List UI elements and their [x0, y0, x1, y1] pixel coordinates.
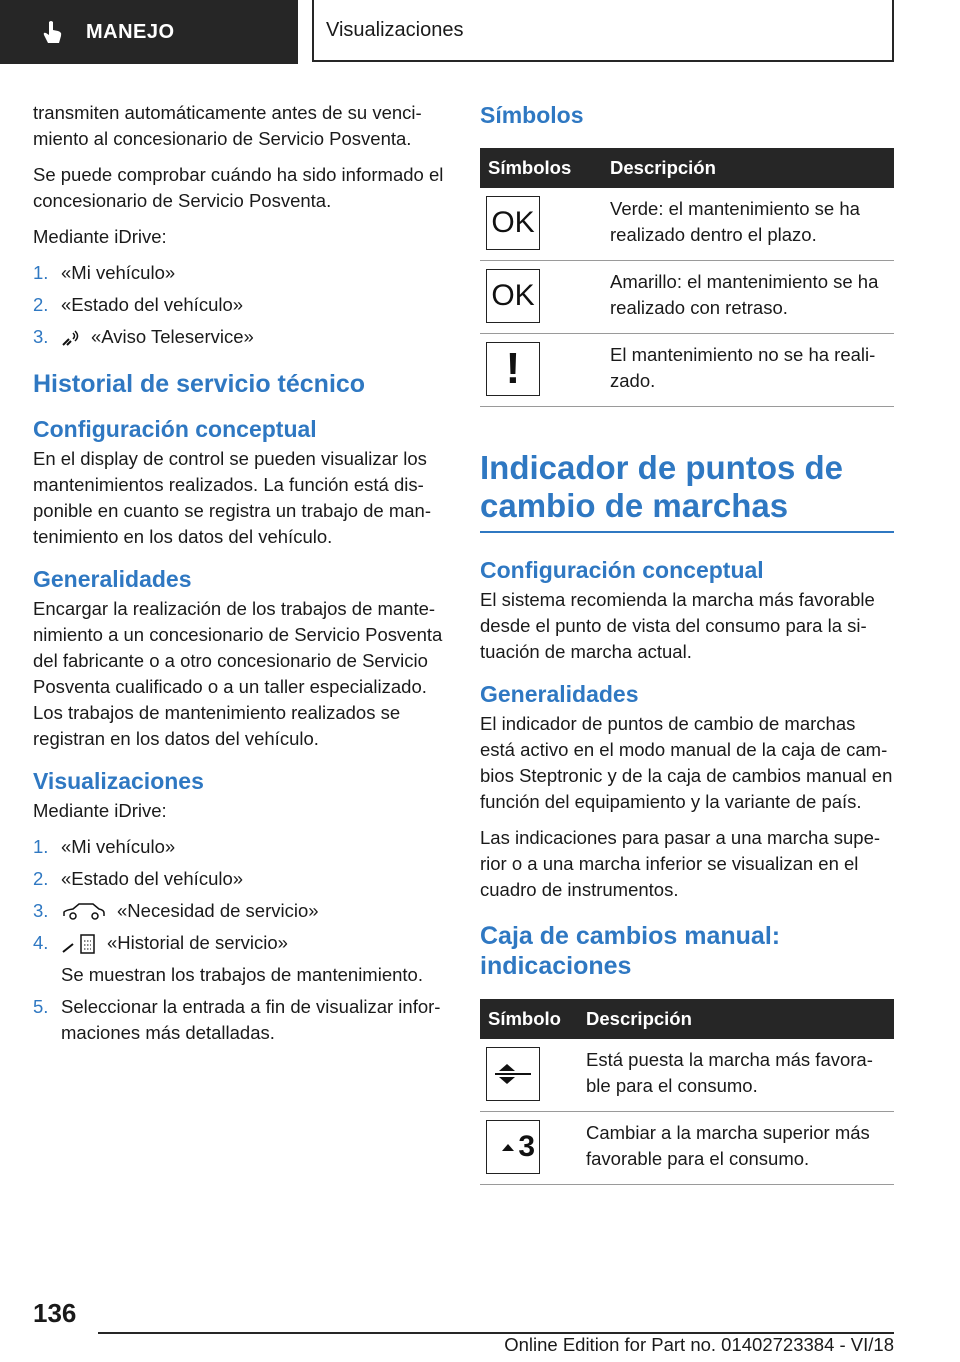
- config-paragraph: En el display de control se pueden visualizar los mantenimientos realizados. La función está disponible en cuanto se registra un trabajo de mantenimiento en los datos del vehículo.: [33, 448, 432, 547]
- left-column: [33, 100, 445, 1052]
- table-header: Símbolos: [480, 148, 602, 188]
- intro-paragraph-2: Se puede comprobar cuándo ha sido informado el concesionario de Servicio Posventa.: [33, 164, 444, 211]
- table-cell: Verde: el mantenimiento se ha realizado dentro el plazo.: [602, 188, 894, 261]
- table-row: [480, 261, 894, 334]
- heading-generalidades-right: Generalidades: [480, 681, 639, 707]
- table-row: [480, 188, 894, 261]
- heading-indicador: Indicador de puntos de cambio de marchas: [480, 449, 894, 533]
- footer-edition: Online Edition for Part no. 01402723384 - VI/18: [504, 1334, 894, 1355]
- config-paragraph-right: El sistema recomienda la marcha más favorable desde el punto de vista del consumo para la situación de marcha actual.: [480, 589, 875, 662]
- table-row: [480, 1039, 894, 1112]
- list-text: «Estado del vehículo»: [61, 868, 244, 889]
- intro-paragraph-1: transmiten automáticamente antes de su vencimiento al concesionario de Servicio Posventa.: [33, 102, 422, 149]
- list-text: «Mi vehículo»: [61, 836, 176, 857]
- list-item: [33, 898, 445, 924]
- list-item: [33, 292, 445, 318]
- gear-optimal-icon: [486, 1047, 540, 1101]
- list-number: 1.: [33, 836, 49, 857]
- list-item: [33, 866, 445, 892]
- teleservice-icon: [61, 329, 81, 347]
- list-text: «Historial de servicio»: [107, 932, 288, 953]
- section-title: MANEJO: [86, 20, 175, 43]
- list-number: 2.: [33, 868, 49, 889]
- visualizaciones-paragraph: Mediante iDrive:: [33, 800, 167, 821]
- heading-historial: Historial de servicio técnico: [33, 370, 366, 398]
- heading-generalidades: Generalidades: [33, 566, 192, 592]
- generalidades-paragraph: Encargar la realización de los trabajos de mantenimiento a un concesionario de Servicio Posventa del fabricante o a otro concesionario de Servicio Posventa cualificado o a un taller especializado. Los trabajos de mantenimiento realizados se registran en los datos del vehículo.: [33, 598, 443, 749]
- table-header: Descripción: [578, 999, 894, 1039]
- heading-caja: Caja de cambios manual: indicaciones: [480, 922, 781, 980]
- table-header: Símbolo: [480, 999, 578, 1039]
- list-number: 2.: [33, 294, 49, 315]
- chapter-title: Visualizaciones: [326, 18, 464, 41]
- list-item: [33, 834, 445, 860]
- table-cell: Está puesta la marcha más favorable para el consumo.: [578, 1039, 894, 1112]
- table-row: [480, 334, 894, 407]
- list-number: 1.: [33, 262, 49, 283]
- list-text: «Estado del vehículo»: [61, 294, 244, 315]
- idrive-list-1: [33, 260, 445, 350]
- list-text: «Aviso Teleservice»: [91, 326, 254, 347]
- list-text: «Necesidad de servicio»: [117, 900, 319, 921]
- heading-visualizaciones: Visualizaciones: [33, 768, 204, 794]
- table-row: [480, 1112, 894, 1185]
- list-number: 3.: [33, 900, 49, 921]
- generalidades-paragraph-1: El indicador de puntos de cambio de marchas está activo en el modo manual de la caja de cambios Steptronic y de la caja de cambios manual en función del equipamiento y la variante de país.: [480, 713, 893, 812]
- table-header-row: [480, 999, 894, 1039]
- hand-touch-icon: [40, 19, 66, 45]
- intro-paragraph-3: Mediante iDrive:: [33, 226, 167, 247]
- list-number: 4.: [33, 932, 49, 953]
- table-cell: Cambiar a la marcha superior más favorable para el consumo.: [578, 1112, 894, 1185]
- list-item: [33, 994, 445, 1046]
- list-text: Seleccionar la entrada a fin de visualizar informaciones más detalladas.: [61, 996, 441, 1044]
- section-tab: [0, 0, 298, 64]
- list-item: [33, 324, 445, 350]
- list-number: 5.: [33, 996, 49, 1018]
- right-column: [480, 100, 894, 1185]
- page-number: 136: [33, 1298, 77, 1328]
- chapter-tab: [312, 0, 894, 62]
- gear-number: 3: [518, 1130, 535, 1163]
- ok-green-icon: OK: [486, 196, 540, 250]
- exclamation-icon: !: [486, 342, 540, 396]
- list-subtext: Se muestran los trabajos de mantenimiento.: [61, 964, 423, 986]
- idrive-list-2: [33, 834, 445, 1046]
- heading-simbolos: Símbolos: [480, 102, 584, 128]
- table-header: Descripción: [602, 148, 894, 188]
- car-icon: [61, 902, 107, 922]
- heading-config-right: Configuración conceptual: [480, 557, 764, 583]
- table-header-row: [480, 148, 894, 188]
- table-cell: Amarillo: el mantenimiento se ha realizado con retraso.: [602, 261, 894, 334]
- list-number: 3.: [33, 326, 49, 347]
- generalidades-paragraph-2: Las indicaciones para pasar a una marcha superior o a una marcha inferior se visualizan en el cuadro de instrumentos.: [480, 827, 881, 900]
- heading-config: Configuración conceptual: [33, 416, 317, 442]
- ok-yellow-icon: OK: [486, 269, 540, 323]
- symbols-table: [480, 148, 894, 407]
- list-text: «Mi vehículo»: [61, 262, 176, 283]
- table-cell: El mantenimiento no se ha realizado.: [602, 334, 894, 407]
- gear-indicator-table: [480, 999, 894, 1185]
- list-item: [33, 930, 445, 988]
- list-item: [33, 260, 445, 286]
- gear-up-3-icon: [486, 1120, 540, 1174]
- service-history-icon: [61, 932, 97, 956]
